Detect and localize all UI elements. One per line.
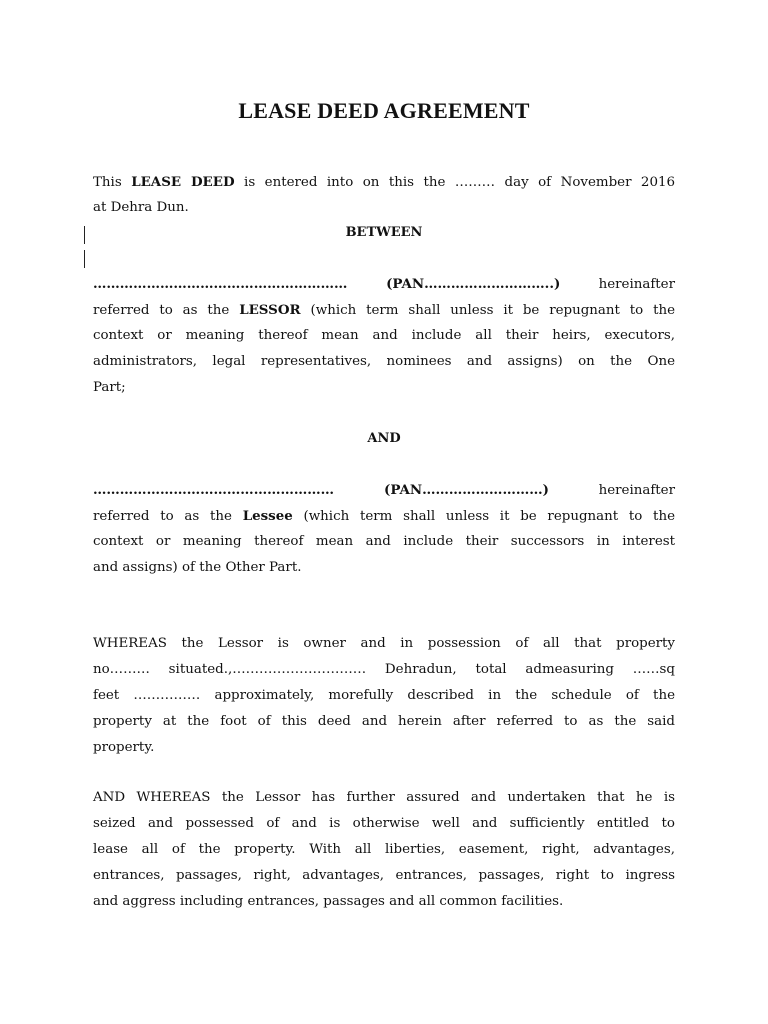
whereas1-line-1: WHEREAS the Lessor is owner and in possession of all that property (93, 636, 675, 651)
intro-line-2: at Dehra Dun. (93, 200, 189, 215)
and-heading: AND (367, 431, 401, 446)
lessee-line-1 (93, 477, 675, 503)
lease-deed-term: LEASE DEED (131, 174, 235, 190)
lessor-name-blank: ………………………………………………… (93, 276, 387, 292)
document-title: LEASE DEED AGREEMENT (238, 98, 530, 123)
lessee-text: hereinafter (548, 483, 675, 498)
whereas2-line-3: lease all of the property. With all liberties, easement, right, advantages, (93, 842, 675, 857)
intro-text: This (93, 175, 132, 190)
lessee-line-4: and assigns) of the Other Part. (93, 560, 302, 575)
lessee-line-2 (93, 503, 675, 529)
whereas1-line-2: no……… situated.,………………………… Dehradun, total admeasuring ……sq (93, 662, 675, 677)
lessor-line-3: context or meaning thereof mean and include all their heirs, executors, (93, 328, 675, 343)
whereas2-line-5: and aggress including entrances, passages and all common facilities. (93, 894, 564, 909)
lessor-text: hereinafter (560, 277, 675, 292)
text-cursor-mark (84, 250, 85, 268)
lessor-text: referred to as the (93, 303, 240, 318)
lessee-text: (which term shall unless it be repugnant to the (292, 509, 675, 524)
lessee-line-3: context or meaning thereof mean and include their successors in interest (93, 534, 675, 549)
whereas1-line-4: property at the foot of this deed and herein after referred to as the said (93, 714, 675, 729)
whereas2-line-1: AND WHEREAS the Lessor has further assured and undertaken that he is (93, 790, 675, 805)
between-heading: BETWEEN (345, 225, 423, 240)
lessor-line-4: administrators, legal representatives, nominees and assigns) on the One (93, 354, 675, 369)
lessee-text: referred to as the (93, 509, 243, 524)
whereas1-line-3: feet …………… approximately, morefully described in the schedule of the (93, 688, 675, 703)
whereas2-line-4: entrances, passages, right, advantages, entrances, passages, right to ingress (93, 868, 675, 883)
lessor-line-1 (93, 271, 675, 297)
intro-text: is entered into on this the ……… day of November 2016 (234, 175, 676, 190)
lessor-text: (which term shall unless it be repugnant to the (300, 303, 675, 318)
intro-line-1 (93, 169, 675, 195)
lessor-term: LESSOR (239, 302, 301, 318)
text-cursor-mark (84, 226, 85, 244)
lessor-line-2 (93, 297, 675, 323)
lessee-name-blank: ……………………………………………… (93, 482, 385, 498)
whereas1-line-5: property. (93, 740, 155, 755)
whereas2-line-2: seized and possessed of and is otherwise well and sufficiently entitled to (93, 816, 675, 831)
lessor-pan-blank: (PAN………………………..) (386, 276, 561, 292)
lessee-pan-blank: (PAN………………………) (384, 482, 549, 498)
lessee-term: Lessee (242, 508, 293, 524)
lessor-line-5: Part; (93, 380, 126, 395)
